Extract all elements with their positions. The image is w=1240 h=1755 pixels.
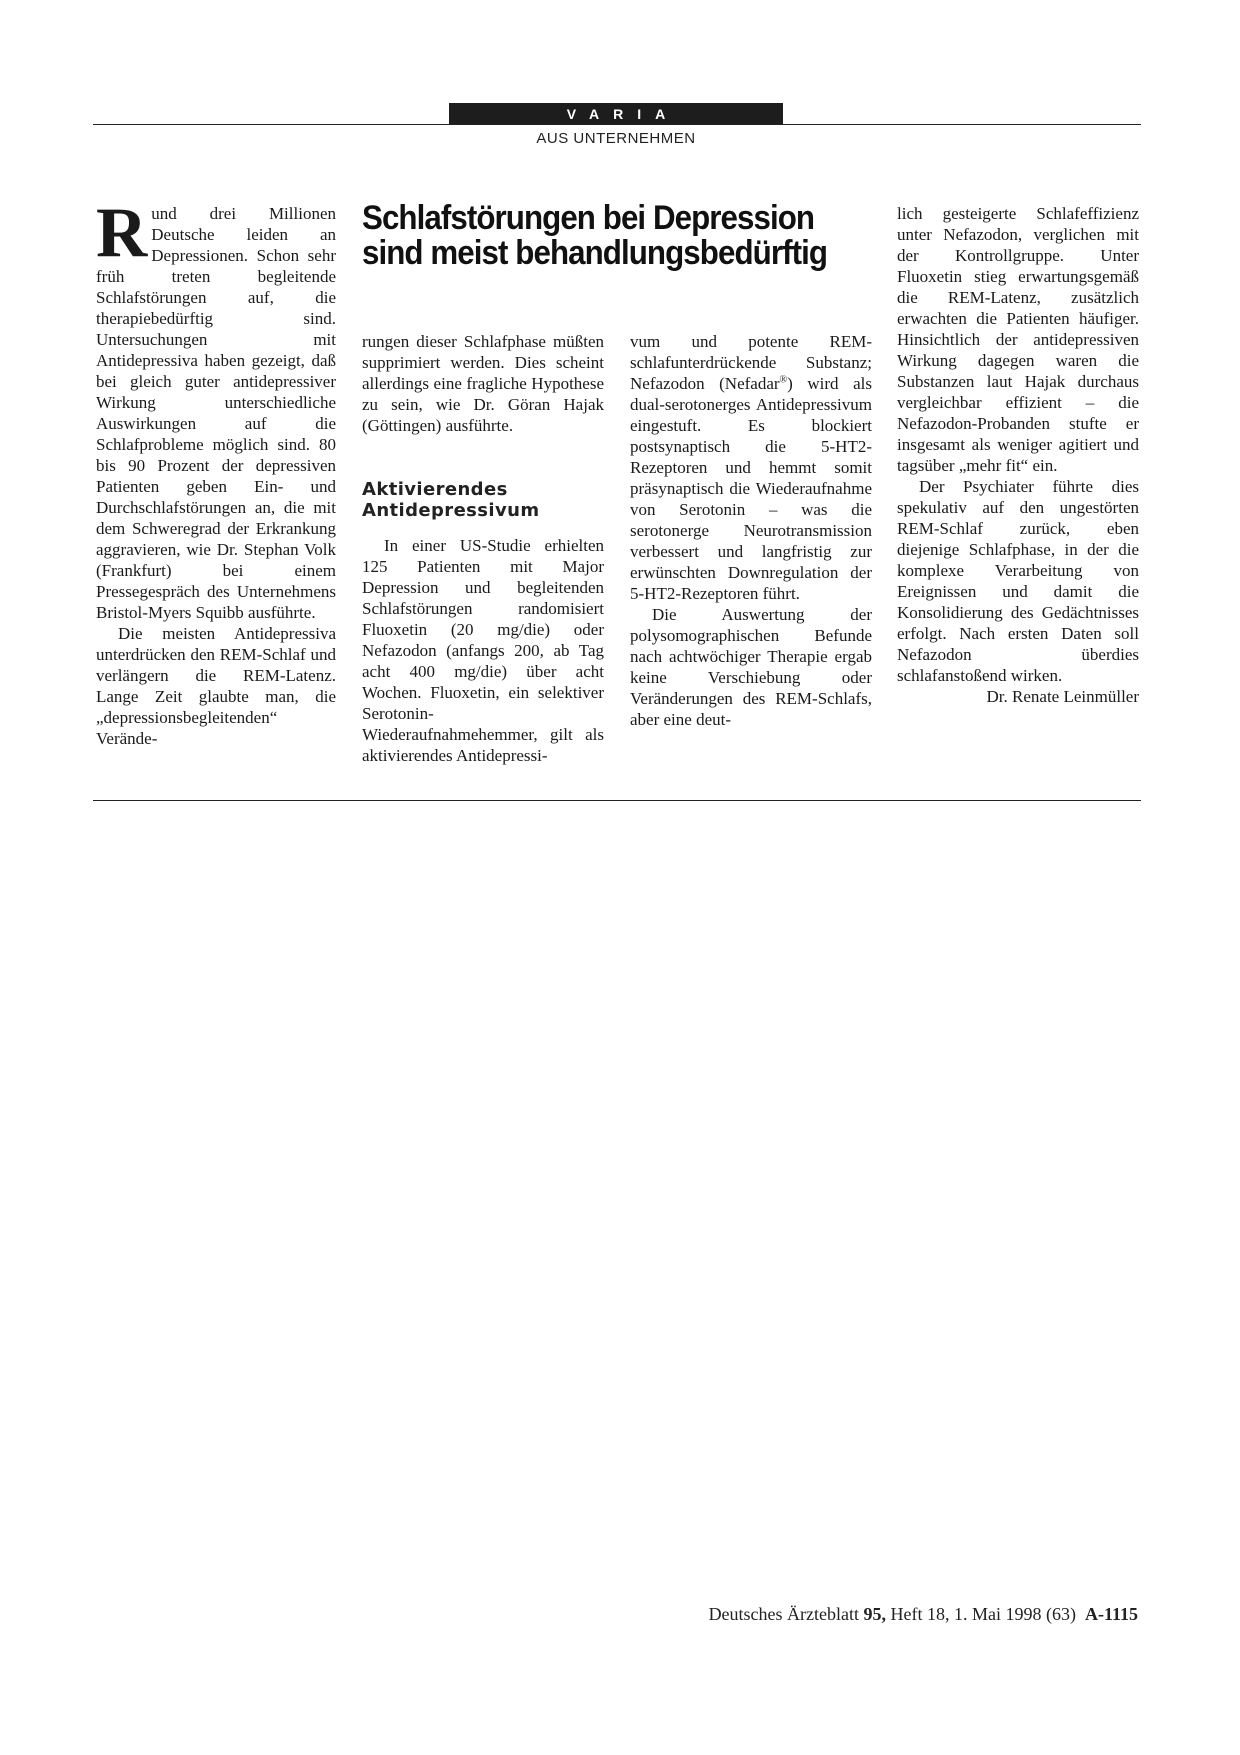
section-label: VARIA	[449, 103, 783, 124]
registered-mark: ®	[779, 374, 788, 386]
article-paragraph: Die meisten Antidepressiva unterdrücken den REM-Schlaf und verlängern die REM-Latenz. Lange Zeit glaubte man, die „depressionsbegleitenden“ Verände-	[96, 624, 336, 748]
article-column-2	[362, 331, 604, 766]
article-paragraph	[630, 331, 872, 604]
paragraph-text: vum und potente REM-schlafunterdrückende Substanz; Nefazodon (Nefadar	[630, 332, 872, 393]
journal-volume: 95,	[863, 1604, 887, 1624]
article-paragraph: rungen dieser Schlafphase müßten supprimiert werden. Dies scheint allerdings eine fragliche Hypothese zu sein, wie Dr. Göran Hajak (Göttingen) ausführte.	[362, 332, 604, 435]
article-paragraph: lich gesteigerte Schlafeffizienz unter Nefazodon, verglichen mit der Kontrollgruppe. Unter Fluoxetin stieg erwartungsgemäß die REM-Latenz, zusätzlich erwachten die Patienten häufiger. Hinsichtlich der antidepressiven Wirkung dagegen waren die Substanzen laut Hajak durchaus vergleichbar effizient – die Nefazodon-Probanden stufte er insgesamt als weniger agitiert und tagsüber „mehr fit“ ein.	[897, 204, 1139, 475]
article-headline: Schlafstörungen bei Depression sind meist behandlungsbedürftig	[362, 199, 828, 272]
journal-name: Deutsches Ärzteblatt	[708, 1604, 860, 1624]
article-subheading: Aktivierendes Antidepressivum	[362, 479, 540, 521]
subsection-label: AUS UNTERNEHMEN	[536, 130, 696, 147]
paragraph-text: und drei Millionen Deutsche leiden an Depressionen. Schon sehr früh treten begleitende Schlafstörungen auf, die therapiebedürftig sind. Untersuchungen mit Antidepressiva haben gezeigt, daß bei gleich guter antidepressiver Wirkung unterschiedliche Auswirkungen auf die Schlafprobleme möglich sind. 80 bis 90 Prozent der depressiven Patienten geben Ein- und Durchschlafstörungen an, die mit dem Schweregrad der Erkrankung aggravieren, wie Dr. Stephan Volk (Frankfurt) bei einem Pressegespräch des Unternehmens Bristol-Myers Squibb ausführte.	[96, 204, 336, 622]
page-footer	[709, 1604, 1138, 1625]
article-paragraph: Die Auswertung der polysomographischen Befunde nach achtwöchiger Therapie ergab keine Verschiebung oder Veränderungen des REM-Schlafs, aber eine deut-	[630, 605, 872, 729]
article-column-3	[630, 331, 872, 730]
journal-issue: Heft 18, 1. Mai 1998 (63)	[890, 1604, 1076, 1624]
page-number: A-1115	[1084, 1604, 1138, 1624]
article-paragraph: In einer US-Studie erhielten 125 Patienten mit Major Depression und begleitenden Schlafstörungen randomisiert Fluoxetin (20 mg/die) oder Nefazodon (anfangs 200, ab Tag acht 400 mg/die) über acht Wochen. Fluoxetin, ein selektiver Serotonin-Wiederaufnahmehemmer, gilt als aktivierendes Antidepressi-	[362, 536, 604, 765]
top-rule	[93, 124, 1141, 125]
drop-cap: R	[96, 194, 148, 272]
bottom-rule	[93, 800, 1141, 801]
article-column-1	[96, 194, 336, 749]
article-column-4	[897, 203, 1139, 707]
paragraph-text: ) wird als dual-serotonerges Antidepressivum eingestuft. Es blockiert postsynaptisch die 5-HT2-Rezeptoren und hemmt somit präsynaptisch die Wiederaufnahme von Serotonin – was die serotonerge Neurotransmission verbessert und langfristig zur erwünschten Downregulation der 5-HT2-Rezeptoren führt.	[630, 374, 872, 603]
article-paragraph: Der Psychiater führte dies spekulativ auf den ungestörten REM-Schlaf zurück, eben diejenige Schlafphase, in der die komplexe Verarbeitung von Ereignissen und damit die Konsolidierung des Gedächtnisses erfolgt. Nach ersten Daten soll Nefazodon überdies schlafanstoßend wirken.	[897, 477, 1139, 685]
article-paragraph	[96, 194, 336, 623]
article-author: Dr. Renate Leinmüller	[986, 687, 1139, 706]
